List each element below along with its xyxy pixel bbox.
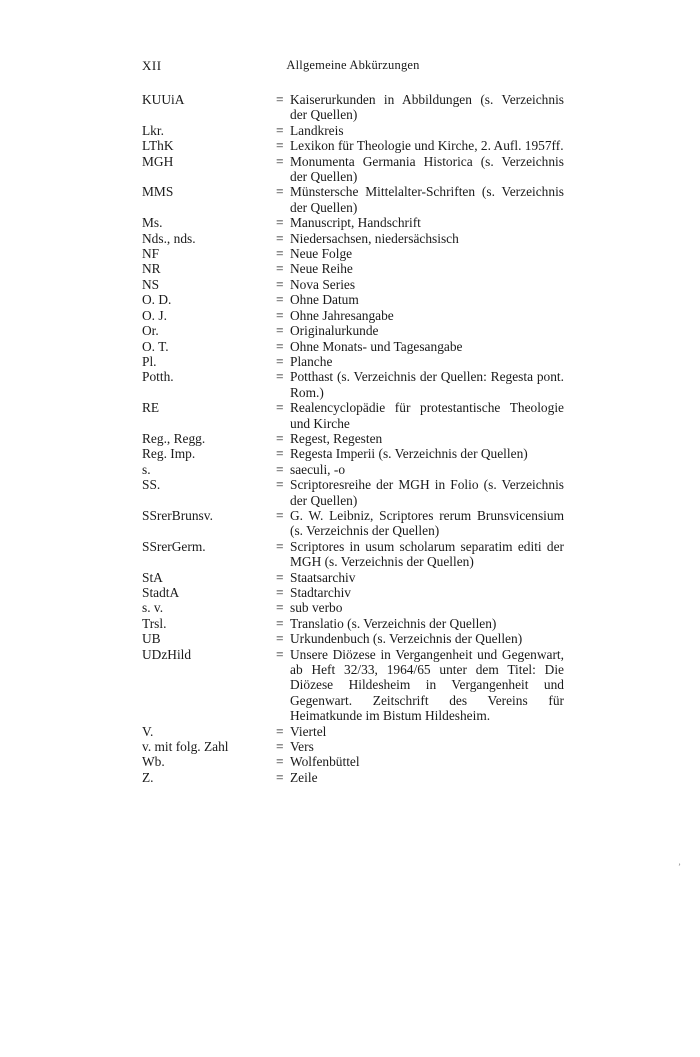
abbreviation-entry [142,231,564,246]
page-number: XII [142,58,162,73]
abbreviation-term: s. [142,461,151,477]
equals-sign: = [276,153,284,169]
equals-sign: = [276,754,284,770]
abbreviation-term: SSrerGerm. [142,538,206,554]
equals-sign: = [276,430,284,446]
equals-sign: = [276,646,284,662]
abbreviation-definition: Ohne Monats- und Tagesangabe [290,338,463,354]
abbreviation-definition: Ohne Jahresangabe [290,307,394,323]
abbreviation-term: Nds., nds. [142,230,196,246]
abbreviation-term: UB [142,631,161,647]
abbreviation-term: Wb. [142,754,165,770]
abbreviation-definition: Vers [290,739,314,755]
abbreviation-definition: Monumenta Germania Historica (s. Verzeichnis der Quellen) [290,153,564,185]
abbreviation-definition: Originalurkunde [290,323,379,339]
equals-sign: = [276,215,284,231]
running-title: Allgemeine Abkürzungen [286,58,420,72]
abbreviation-entry [142,508,564,539]
equals-sign: = [276,585,284,600]
equals-sign: = [276,600,284,616]
abbreviation-entry [142,631,564,646]
equals-sign: = [276,261,284,277]
abbreviation-definition: Lexikon für Theologie und Kirche, 2. Aufl. 1957ff. [290,138,564,154]
equals-sign: = [276,446,284,462]
abbreviation-definition: Urkundenbuch (s. Verzeichnis der Quellen) [290,631,523,647]
equals-sign: = [276,292,284,308]
equals-sign: = [276,138,284,154]
abbreviation-entry [142,354,564,369]
abbreviation-entry [142,477,564,508]
abbreviation-entry [142,770,564,785]
abbreviation-definition: G. W. Leibniz, Scriptores rerum Brunsvicensium (s. Verzeichnis der Quellen) [290,507,564,539]
abbreviation-definition: Münstersche Mittelalter-Schriften (s. Verzeichnis der Quellen) [290,184,564,215]
abbreviation-term: Ms. [142,215,163,231]
abbreviation-definition: Neue Folge [290,246,353,262]
abbreviation-term: Reg. Imp. [142,446,196,462]
abbreviation-definition: Manuscript, Handschrift [290,215,421,231]
abbreviation-list [142,92,564,785]
abbreviation-term: UDzHild [142,646,192,662]
abbreviation-term: LThK [142,138,174,154]
equals-sign: = [276,369,284,385]
equals-sign: = [276,92,284,107]
abbreviation-term: MGH [142,153,174,169]
abbreviation-definition: Planche [290,353,333,369]
abbreviation-entry [142,123,564,138]
abbreviation-entry [142,462,564,477]
abbreviation-entry [142,339,564,354]
abbreviation-definition: Unsere Diözese in Vergangenheit und Gegenwart, ab Heft 32/33, 1964/65 unter dem Titel: Die Diözese Hildesheim in Vergangenheit und Gegenwart. Zeitschrift des Vereins für Heimatkunde im Bistum Hildesheim. [290,646,564,724]
abbreviation-definition: Scriptoresreihe der MGH in Folio (s. Verzeichnis der Quellen) [290,477,564,508]
abbreviation-term: O. T. [142,338,169,354]
abbreviation-term: O. J. [142,307,167,323]
equals-sign: = [276,739,284,755]
abbreviation-term: O. D. [142,292,172,308]
equals-sign: = [276,615,284,631]
abbreviation-definition: Potthast (s. Verzeichnis der Quellen: Regesta pont. Rom.) [290,369,564,400]
equals-sign: = [276,538,284,554]
abbreviation-definition: Landkreis [290,122,344,138]
abbreviation-entry [142,92,564,123]
abbreviation-entry [142,184,564,215]
abbreviation-entry [142,277,564,292]
abbreviation-entry [142,724,564,739]
abbreviation-definition: Scriptores in usum scholarum separatim editi der MGH (s. Verzeichnis der Quellen) [290,538,564,570]
abbreviation-entry [142,754,564,769]
abbreviation-entry [142,570,564,585]
running-head [142,58,564,78]
abbreviation-entry [142,585,564,600]
abbreviation-term: MMS [142,184,174,200]
abbreviation-term: Potth. [142,369,174,385]
abbreviation-definition: Wolfenbüttel [290,754,360,770]
abbreviation-entry [142,246,564,261]
abbreviation-term: StA [142,569,163,585]
equals-sign: = [276,338,284,354]
abbreviation-definition: Kaiserurkunden in Abbildungen (s. Verzeichnis der Quellen) [290,92,564,123]
equals-sign: = [276,769,284,785]
equals-sign: = [276,569,284,585]
abbreviation-term: Lkr. [142,122,164,138]
abbreviation-definition: Neue Reihe [290,261,353,277]
abbreviation-entry [142,215,564,230]
abbreviation-entry [142,739,564,754]
equals-sign: = [276,631,284,647]
abbreviation-term: NF [142,246,160,262]
abbreviation-entry [142,431,564,446]
margin-mark: ʼ [678,862,681,872]
abbreviation-term: v. mit folg. Zahl [142,739,229,755]
abbreviation-definition: Realencyclopädie für protestantische Theologie und Kirche [290,400,564,431]
abbreviation-term: Or. [142,323,159,339]
abbreviation-entry [142,600,564,615]
abbreviation-entry [142,308,564,323]
abbreviation-entry [142,292,564,307]
abbreviation-definition: saeculi, -o [290,461,346,477]
abbreviation-term: SSrerBrunsv. [142,507,213,523]
abbreviation-term: StadtA [142,585,180,600]
abbreviation-term: s. v. [142,600,164,616]
abbreviation-definition: Stadtarchiv [290,585,351,600]
equals-sign: = [276,477,284,493]
abbreviation-term: Trsl. [142,615,167,631]
abbreviation-entry [142,138,564,153]
abbreviation-entry [142,400,564,431]
equals-sign: = [276,323,284,339]
abbreviation-entry [142,446,564,461]
abbreviation-term: Z. [142,769,154,785]
abbreviation-entry [142,154,564,185]
abbreviation-definition: sub verbo [290,600,343,616]
equals-sign: = [276,507,284,523]
equals-sign: = [276,307,284,323]
abbreviation-definition: Translatio (s. Verzeichnis der Quellen) [290,615,497,631]
equals-sign: = [276,276,284,292]
abbreviation-definition: Regesta Imperii (s. Verzeichnis der Quellen) [290,446,528,462]
abbreviation-definition: Ohne Datum [290,292,359,308]
abbreviation-definition: Staatsarchiv [290,569,356,585]
abbreviation-definition: Nova Series [290,276,356,292]
equals-sign: = [276,723,284,739]
abbreviation-entry [142,261,564,276]
equals-sign: = [276,461,284,477]
equals-sign: = [276,246,284,262]
abbreviation-term: KUUiA [142,92,185,107]
equals-sign: = [276,400,284,416]
abbreviation-definition: Niedersachsen, niedersächsisch [290,230,459,246]
abbreviation-term: Pl. [142,353,157,369]
abbreviation-entry [142,616,564,631]
abbreviation-entry [142,647,564,724]
abbreviation-term: Reg., Regg. [142,430,206,446]
equals-sign: = [276,230,284,246]
abbreviation-definition: Viertel [290,723,327,739]
equals-sign: = [276,184,284,200]
equals-sign: = [276,122,284,138]
abbreviation-entry [142,369,564,400]
abbreviation-entry [142,323,564,338]
abbreviation-definition: Regest, Regesten [290,430,383,446]
abbreviation-term: RE [142,400,160,416]
abbreviation-definition: Zeile [290,769,318,785]
abbreviation-term: SS. [142,477,161,493]
abbreviation-term: NS [142,276,160,292]
abbreviation-entry [142,539,564,570]
abbreviation-term: V. [142,723,154,739]
equals-sign: = [276,353,284,369]
abbreviation-term: NR [142,261,161,277]
